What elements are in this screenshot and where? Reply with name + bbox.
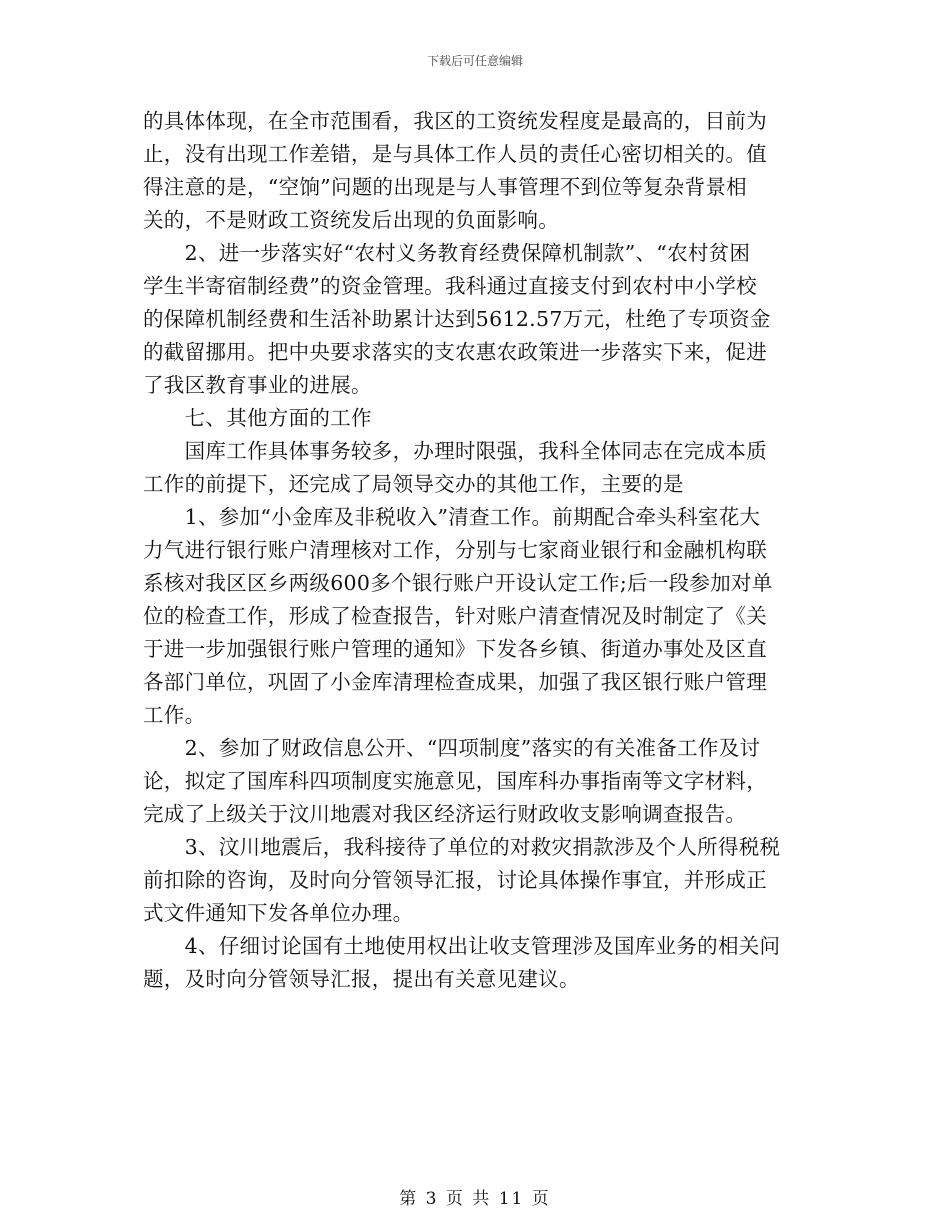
paragraph xyxy=(143,435,813,501)
page-footer: 第 3 页 共 11 页 xyxy=(399,1189,551,1209)
paragraph xyxy=(143,402,813,435)
text-line: 3、汶川地震后，我科接待了单位的对救灾捐款涉及个人所得税税 xyxy=(143,835,781,859)
text-line: 学生半寄宿制经费”的资金管理。我科通过直接支付到农村中小学校 xyxy=(143,274,757,298)
text-line: 各部门单位，巩固了小金库清理检查成果，加强了我区银行账户管理 xyxy=(143,670,767,694)
text-line: 止，没有出现工作差错，是与具体工作人员的责任心密切相关的。值 xyxy=(143,142,767,166)
text-line: 工作。 xyxy=(143,703,206,727)
text-line: 位的检查工作，形成了检查报告，针对账户清查情况及时制定了《关 xyxy=(143,604,767,628)
text-line: 于进一步加强银行账户管理的通知》下发各乡镇、街道办事处及区直 xyxy=(143,637,767,661)
text-line: 系核对我区区乡两级600多个银行账户开设认定工作;后一段参加对单 xyxy=(143,571,773,595)
paragraph xyxy=(143,237,813,402)
text-line: 2、参加了财政信息公开、“四项制度”落实的有关准备工作及讨 xyxy=(143,736,761,760)
text-line: 的具体体现，在全市范围看，我区的工资统发程度是最高的，目前为 xyxy=(143,109,767,133)
text-line: 1、参加“小金库及非税收入”清查工作。前期配合牵头科室花大 xyxy=(143,505,761,529)
text-line: 前扣除的咨询，及时向分管领导汇报，讨论具体操作事宜，并形成正 xyxy=(143,868,767,892)
paragraph xyxy=(143,732,813,831)
paragraph xyxy=(143,501,813,732)
text-line: 国库工作具体事务较多，办理时限强，我科全体同志在完成本质 xyxy=(143,439,767,463)
text-line: 式文件通知下发各单位办理。 xyxy=(143,901,414,925)
text-line: 题，及时向分管领导汇报，提出有关意见建议。 xyxy=(143,967,580,991)
text-line: 得注意的是，“空饷”问题的出现是与人事管理不到位等复杂背景相 xyxy=(143,175,747,199)
text-line: 力气进行银行账户清理核对工作，分别与七家商业银行和金融机构联 xyxy=(143,538,767,562)
text-line: 完成了上级关于汶川地震对我区经济运行财政收支影响调查报告。 xyxy=(143,802,747,826)
paragraph xyxy=(143,831,813,930)
text-line: 2、进一步落实好“农村义务教育经费保障机制款”、“农村贫困 xyxy=(143,241,751,265)
text-line: 了我区教育事业的进展。 xyxy=(143,373,372,397)
text-line: 工作的前提下，还完成了局领导交办的其他工作，主要的是 xyxy=(143,472,684,496)
text-line: 论，拟定了国库科四项制度实施意见，国库科办事指南等文字材料， xyxy=(143,769,767,793)
text-line: 4、仔细讨论国有土地使用权出让收支管理涉及国库业务的相关问 xyxy=(143,934,781,958)
text-line: 的保障机制经费和生活补助累计达到5612.57万元，杜绝了专项资金 xyxy=(143,307,771,331)
paragraph xyxy=(143,930,813,996)
text-line: 的截留挪用。把中央要求落实的支农惠农政策进一步落实下来，促进 xyxy=(143,340,767,364)
page-header: 下载后可任意编辑 xyxy=(426,54,523,68)
paragraph xyxy=(143,105,813,237)
document-body xyxy=(143,105,813,996)
text-line: 七、其他方面的工作 xyxy=(143,406,372,430)
text-line: 关的，不是财政工资统发后出现的负面影响。 xyxy=(143,208,559,232)
